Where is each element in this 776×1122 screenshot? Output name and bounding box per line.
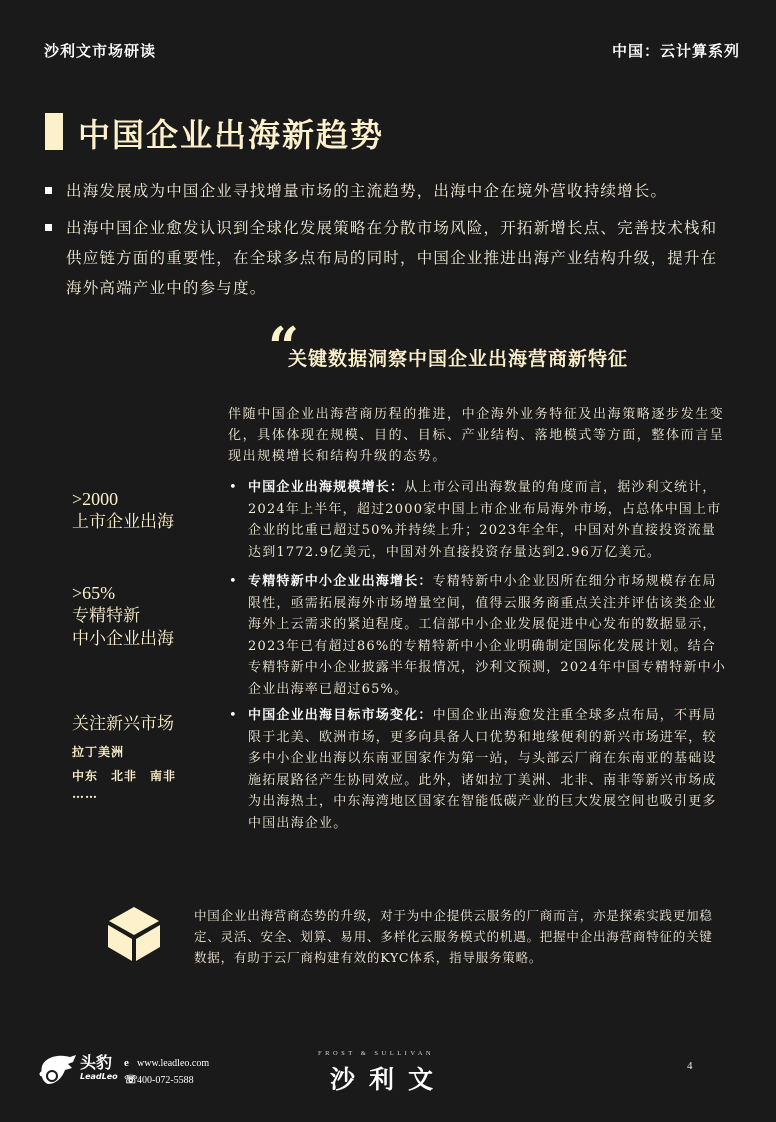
insight-lead: 伴随中国企业出海营商历程的推进，中企海外业务特征及出海策略逐步发生变化，具体体现在规模、目的、目标、产业结构、落地模式等方面，整体而言呈现出规模增长和结构升级的态势。	[228, 407, 725, 464]
phone-number: 400-072-5588	[137, 1075, 194, 1086]
bullet-body: 中国企业出海愈发注重全球多点布局，不再局限于北美、欧洲市场，更多向具备人口优势和地缘便利的新兴市场进军，较多中小企业出海以东南亚国家作为第一站，与头部云厂商在东南亚的基础设施拓展路径产生协同效应。此外，诸如拉丁美洲、北非、南非等新兴市场成为出海热土，中东海湾地区国家在智能低碳产业的巨大发展空间也吸引更多中国出海企业。	[248, 708, 717, 831]
quote-mark-icon: “	[268, 315, 300, 379]
frost-sullivan-cn-logo: 沙利文	[330, 1065, 448, 1094]
title-accent-bar	[45, 113, 63, 150]
header-brand: 沙利文市场研读	[44, 42, 157, 60]
bullet-heading: 中国企业出海目标市场变化：	[248, 708, 433, 723]
stat-label: 中小企业出海	[72, 629, 174, 649]
leadleo-cn: 头豹	[80, 1053, 113, 1072]
bullet-scale-growth	[228, 477, 728, 563]
stat-listed-companies	[72, 488, 174, 534]
intro-item: 出海发展成为中国企业寻找增量市场的主流趋势，出海中企在境外营收持续增长。	[42, 176, 732, 206]
stat-emerging-markets	[72, 713, 176, 800]
intro-list	[42, 176, 732, 310]
stat-label: 专精特新	[72, 606, 140, 626]
leadleo-brand	[80, 1054, 118, 1081]
header-series: 中国：云计算系列	[611, 42, 740, 60]
stat-specialized-smes	[72, 582, 174, 651]
footer-contact	[124, 1055, 209, 1089]
bullet-dot-icon: •	[229, 708, 238, 723]
summary-text: 中国企业出海营商态势的升级，对于为中企提供云服务的厂商而言，亦是探索实践更加稳定、灵活、安全、划算、易用、多样化云服务模式的机遇。把握中企出海营商特征的关键数据，有助于云厂商构建有效的KYC体系，指导服务策略。	[194, 908, 713, 965]
intro-item: 出海中国企业愈发认识到全球化发展策略在分散市场风险，开拓新增长点、完善技术栈和供应链方面的重要性，在全球多点布局的同时，中国企业推进出海产业结构升级，提升在海外高端产业中的参与度。	[42, 213, 732, 303]
stat-value: >2000	[72, 489, 119, 509]
bullet-heading: 中国企业出海规模增长：	[248, 480, 405, 495]
leadleo-en: LeadLeo	[80, 1072, 118, 1081]
phone-icon: ☏	[124, 1074, 138, 1086]
page-title: 中国企业出海新趋势	[78, 116, 385, 154]
stat-value: >65%	[72, 583, 116, 603]
leadleo-leopard-logo-icon	[38, 1052, 78, 1086]
bullet-body: 专精特新中小企业因所在细分市场规模存在局限性，亟需拓展海外市场增量空间，值得云服务商重点关注并评估该类企业海外上云需求的紧迫程度。工信部中小企业发展促进中心发布的数据显示，2023年已有超过86%的专精特新中小企业明确制定国际化发展计划。结合专精特新中小企业披露半年报情况，沙利文预测，2024年中国专精特新中小企业出海率已超过65%。	[248, 574, 727, 697]
insight-title: 关键数据洞察中国企业出海营商新特征	[288, 348, 629, 370]
website-link[interactable]: www.leadleo.com	[137, 1058, 210, 1069]
square-bullet-icon	[45, 224, 52, 231]
square-bullet-icon	[45, 187, 52, 194]
stat-sub-label: 中东 北非 南非	[72, 769, 177, 783]
bullet-dot-icon: •	[229, 480, 238, 495]
stat-sub-label: ……	[72, 787, 98, 801]
stat-label: 关注新兴市场	[72, 714, 174, 734]
stat-sub-label: 拉丁美洲	[72, 745, 125, 759]
page-number: 4	[687, 1060, 693, 1072]
bullet-heading: 专精特新中小企业出海增长：	[248, 574, 433, 589]
stat-label: 上市企业出海	[72, 512, 174, 532]
bullet-sme-growth	[228, 571, 728, 700]
bullet-target-market	[228, 705, 728, 834]
bullet-body: 从上市公司出海数量的角度而言，据沙利文统计，2024年上半年，超过2000家中国上市企业布局海外市场，占总体中国上市企业的比重已超过50%并持续上升；2023年全年，中国对外直接投资流量达到1772.9亿美元，中国对外直接投资存量达到2.96万亿美元。	[248, 480, 722, 560]
cube-icon	[106, 905, 162, 963]
web-e-icon: e	[124, 1057, 129, 1069]
frost-sullivan-en-logo: FROST & SULLIVAN	[318, 1050, 435, 1057]
bullet-dot-icon: •	[229, 574, 238, 589]
